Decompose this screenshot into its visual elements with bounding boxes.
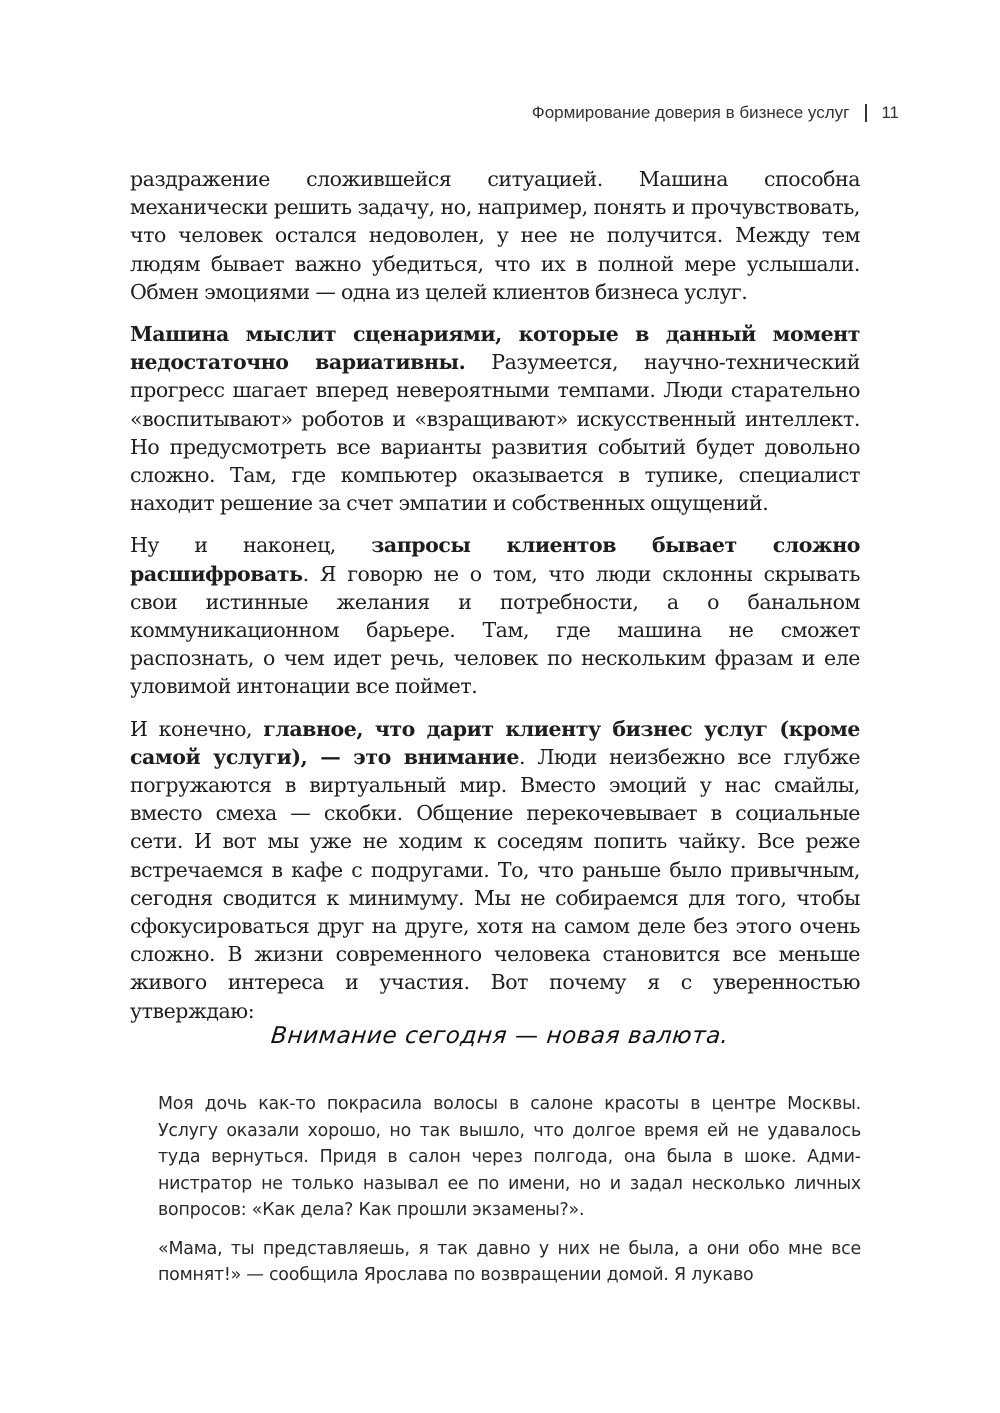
paragraph: раздражение сложившейся ситуацией. Машина способна механически решить задачу, но, например, понять и прочувствовать, что человек остался недоволен, у нее не получится. Между тем людям бывает важно убедиться, что их в полной мере услышали. Обмен эмоциями — одна из целей клиентов бизнеса услуг. [130, 167, 860, 304]
story-paragraph: «Мама, ты представляешь, я так давно у них не была, а они обо мне все помнят!» — сообщила Ярослава по возвращении домой. Я лукаво [158, 1238, 861, 1285]
running-title: Формирование доверия в бизнесе услуг [531, 103, 850, 122]
paragraph: Ну и наконец, запросы клиентов бывает сложно расшифровать. Я говорю не о том, что люди склонны скрывать свои истинные желания и потребности, а о банальном коммуникационном барьере. Там, где машина не сможет распознать, о чем идет речь, человек по нескольким фразам и еле уловимой интонации все поймет. [130, 533, 861, 699]
running-header [532, 103, 899, 123]
main-text [130, 165, 860, 1039]
page-number: 11 [881, 103, 899, 122]
motto-quote: Внимание сегодня — новая валюта. [269, 1023, 731, 1049]
paragraph: Машина мыслит сценариями, которые в данный момент недостаточно вариативны. Разумеется, научно-технический прогресс шагает вперед невероятными темпами. Люди старательно «воспитывают» роботов и «взращивают» искусственный интеллект. Но предусмотреть все варианты развития событий будет довольно сложно. Там, где компьютер оказывается в тупике, специалист находит решение за счет эмпатии и собственных ощущений. [130, 322, 860, 516]
story-text [158, 1091, 861, 1301]
header-divider [865, 104, 867, 122]
story-paragraph: Моя дочь как-то покрасила волосы в салоне красоты в центре Москвы. Услугу оказали хорошо, но так вышло, что долгое время ей не удавалось туда вернуться. Придя в салон через полгода, она была в шоке. Администратор не только называл ее по имени, но и задал несколько личных вопросов: «Как дела? Как прошли экзамены?». [158, 1094, 861, 1220]
paragraph: И конечно, главное, что дарит клиенту бизнес услуг (кроме самой услуги), — это внимание. Люди неизбежно все глубже погружаются в виртуальный мир. Вместо эмоций у нас смайлы, вместо смеха — скобки. Общение перекочевывает в социальные сети. И вот мы уже не ходим к соседям попить чайку. Все реже встречаемся в кафе с подругами. То, что раньше было привычным, сегодня сводится к минимуму. Мы не собираемся для того, чтобы сфокусироваться друг на друге, хотя на самом деле без этого очень сложно. В жизни современного человека становится все меньше живого интереса и участия. Вот почему я с уверенностью утверждаю: [130, 716, 860, 1023]
